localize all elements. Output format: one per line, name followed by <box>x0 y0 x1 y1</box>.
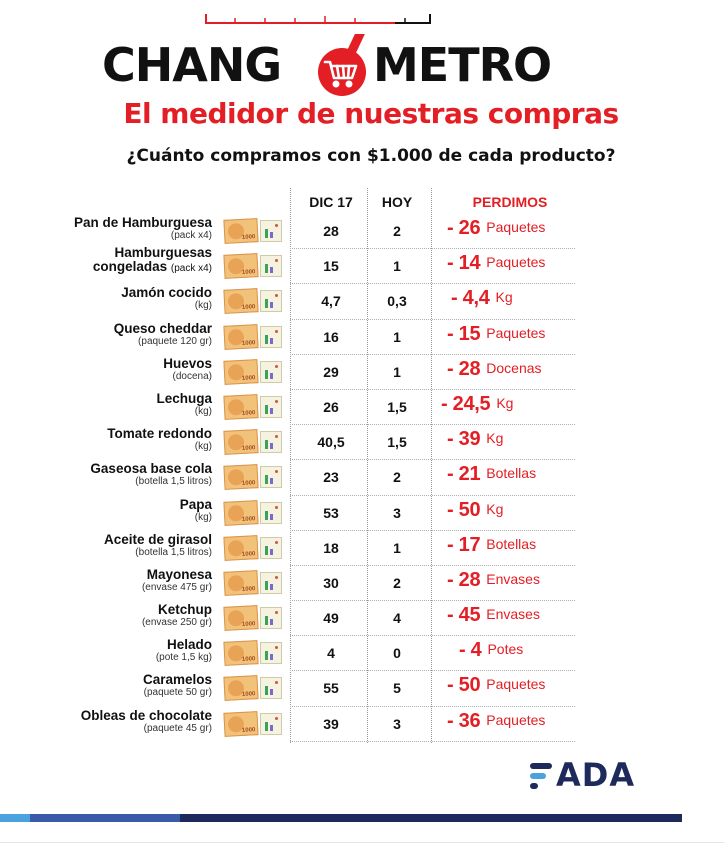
changometro-logo <box>0 34 724 94</box>
value-hoy: 3 <box>393 715 401 732</box>
product-name: Hamburguesas congeladas (pack x4) <box>92 245 212 275</box>
value-dic17: 28 <box>323 223 339 239</box>
value-dic17: 26 <box>323 398 339 415</box>
product-unit: (kg) <box>194 300 212 312</box>
value-hoy: 0 <box>393 645 401 662</box>
value-hoy: 1 <box>393 363 401 380</box>
value-dic17: 18 <box>323 539 339 556</box>
loss-amount: - 17 <box>447 533 481 556</box>
product-unit: (kg) <box>194 441 212 453</box>
product-unit: (paquete 45 gr) <box>143 722 212 734</box>
value-dic17: 53 <box>323 504 339 521</box>
value-hoy: 2 <box>393 223 401 239</box>
value-dic17: 40,5 <box>317 434 345 451</box>
value-hoy: 0,3 <box>387 293 407 310</box>
receipt-icon <box>260 290 282 312</box>
loss-value <box>447 323 545 346</box>
loss-unit: Kg <box>486 500 504 517</box>
value-dic17: 39 <box>323 715 339 732</box>
banknote-1000-icon: 1000 <box>224 604 284 632</box>
ruler-graphic <box>205 14 431 24</box>
table-row <box>0 355 724 390</box>
loss-value <box>447 463 536 486</box>
loss-amount: - 4,4 <box>451 287 490 310</box>
value-hoy: 2 <box>393 469 401 486</box>
loss-unit: Kg <box>495 289 513 306</box>
product-name: Lechuga <box>156 390 212 406</box>
product-name: Obleas de chocolate <box>80 707 212 723</box>
table-row <box>0 460 724 495</box>
loss-amount: - 26 <box>447 217 481 239</box>
loss-unit: Paquetes <box>486 676 546 693</box>
table-row <box>0 320 724 355</box>
loss-unit: Paquetes <box>486 219 546 235</box>
receipt-icon <box>260 677 282 699</box>
question-heading: ¿Cuánto compramos con $1.000 de cada producto? <box>126 146 616 166</box>
receipt-icon <box>260 713 282 735</box>
receipt-icon <box>260 642 282 664</box>
loss-amount: - 28 <box>447 357 481 380</box>
column-header-dic17: DIC 17 <box>309 194 353 210</box>
cart-gauge-icon <box>312 34 378 98</box>
loss-unit: Paquetes <box>486 254 546 271</box>
loss-amount: - 4 <box>459 639 482 662</box>
product-name: Gaseosa base cola <box>90 461 212 477</box>
value-hoy: 3 <box>393 504 401 521</box>
value-dic17: 4 <box>327 645 335 662</box>
value-dic17: 16 <box>323 328 339 345</box>
receipt-icon <box>260 431 282 453</box>
value-dic17: 29 <box>323 363 339 380</box>
loss-amount: - 45 <box>447 604 481 627</box>
value-dic17: 55 <box>323 680 339 697</box>
banknote-1000-icon: 1000 <box>224 639 284 667</box>
value-dic17: 4,7 <box>321 293 341 310</box>
banknote-1000-icon: 1000 <box>224 534 284 562</box>
value-hoy: 1 <box>393 539 401 556</box>
logo-text-right: METRO <box>373 38 552 92</box>
product-name: Jamón cocido <box>121 285 212 301</box>
value-dic17: 30 <box>323 574 339 591</box>
loss-amount: - 24,5 <box>441 392 491 415</box>
subtitle: El medidor de nuestras compras <box>123 97 619 130</box>
product-unit: (botella 1,5 litros) <box>135 546 212 558</box>
receipt-icon <box>260 537 282 559</box>
receipt-icon <box>260 502 282 524</box>
table-row <box>0 601 724 636</box>
banknote-1000-icon: 1000 <box>224 428 284 456</box>
banknote-1000-icon: 1000 <box>224 252 284 280</box>
banknote-1000-icon: 1000 <box>224 569 284 597</box>
loss-value <box>447 604 540 627</box>
loss-unit: Botellas <box>486 465 537 482</box>
receipt-icon <box>260 361 282 383</box>
value-hoy: 1 <box>393 258 401 275</box>
product-unit: (paquete 120 gr) <box>138 335 212 347</box>
table-row <box>0 284 724 319</box>
loss-value <box>447 428 503 451</box>
value-hoy: 1,5 <box>387 398 407 415</box>
loss-amount: - 15 <box>447 322 481 345</box>
product-name: Caramelos <box>142 672 212 688</box>
loss-amount: - 28 <box>447 568 481 591</box>
table-row <box>0 390 724 425</box>
loss-unit: Potes <box>487 641 524 658</box>
table-row <box>0 425 724 460</box>
value-hoy: 1,5 <box>387 434 407 451</box>
value-hoy: 2 <box>393 574 401 591</box>
value-dic17: 49 <box>323 610 339 627</box>
loss-value <box>447 569 540 592</box>
table-row <box>0 707 724 742</box>
receipt-icon <box>260 466 282 488</box>
product-unit: (kg) <box>194 511 212 523</box>
receipt-icon <box>260 220 282 242</box>
receipt-icon <box>260 607 282 629</box>
loss-unit: Kg <box>486 430 504 447</box>
product-unit: (botella 1,5 litros) <box>135 476 212 488</box>
banknote-1000-icon: 1000 <box>224 463 284 491</box>
loss-unit: Paquetes <box>486 324 546 341</box>
banknote-1000-icon: 1000 <box>224 287 284 315</box>
product-unit: (kg) <box>194 405 212 417</box>
product-name: Mayonesa <box>146 566 212 582</box>
product-unit: (pote 1,5 kg) <box>155 652 212 664</box>
product-name: Aceite de girasol <box>103 531 212 547</box>
fada-logo-icon <box>530 763 552 789</box>
receipt-icon <box>260 572 282 594</box>
loss-amount: - 50 <box>447 498 481 521</box>
loss-unit: Kg <box>496 394 514 411</box>
product-name: Huevos <box>163 355 212 371</box>
loss-unit: Docenas <box>486 359 542 376</box>
product-unit: (envase 250 gr) <box>141 617 212 629</box>
loss-value <box>451 287 513 310</box>
column-header-hoy: HOY <box>381 194 413 210</box>
value-hoy: 5 <box>393 680 401 697</box>
loss-value <box>447 674 545 697</box>
loss-value <box>447 358 542 381</box>
receipt-icon <box>260 326 282 348</box>
table-row <box>0 531 724 566</box>
column-header-perdimos: PERDIMOS <box>472 194 548 210</box>
receipt-icon <box>260 255 282 277</box>
product-unit: (paquete 50 gr) <box>143 687 212 699</box>
banknote-1000-icon: 1000 <box>224 323 284 351</box>
product-unit: (pack x4) <box>170 263 212 275</box>
loss-unit: Botellas <box>486 535 537 552</box>
loss-amount: - 36 <box>447 709 481 732</box>
loss-value <box>447 710 545 733</box>
product-name: Pan de Hamburguesa <box>73 215 212 230</box>
products-table <box>0 214 724 742</box>
banknote-1000-icon: 1000 <box>224 674 284 702</box>
loss-amount: - 39 <box>447 428 481 451</box>
table-row <box>0 214 724 249</box>
product-unit: (docena) <box>172 370 212 382</box>
table-row <box>0 636 724 671</box>
row-divider <box>290 741 575 742</box>
loss-value <box>447 499 503 522</box>
value-dic17: 23 <box>323 469 339 486</box>
table-row <box>0 496 724 531</box>
value-dic17: 15 <box>323 258 339 275</box>
loss-value <box>447 252 545 275</box>
loss-amount: - 50 <box>447 674 481 697</box>
table-row <box>0 245 724 284</box>
fada-logo-text: ADA <box>556 756 636 794</box>
table-row <box>0 671 724 706</box>
loss-value <box>447 217 545 240</box>
logo-text-left: CHANG <box>102 38 282 92</box>
value-hoy: 4 <box>393 610 401 627</box>
banknote-1000-icon: 1000 <box>224 710 284 738</box>
banknote-1000-icon: 1000 <box>224 499 284 527</box>
value-hoy: 1 <box>393 328 401 345</box>
loss-value <box>441 393 513 416</box>
product-name: Tomate redondo <box>107 426 212 442</box>
product-name: Helado <box>166 637 212 653</box>
table-row <box>0 566 724 601</box>
bottom-divider <box>0 842 724 843</box>
loss-value <box>447 534 536 557</box>
loss-unit: Envases <box>486 606 540 623</box>
banknote-1000-icon: 1000 <box>224 358 284 386</box>
banknote-1000-icon: 1000 <box>224 217 284 245</box>
banknote-1000-icon: 1000 <box>224 393 284 421</box>
loss-unit: Paquetes <box>486 711 546 728</box>
product-unit: (pack x4) <box>170 230 212 241</box>
loss-amount: - 21 <box>447 463 481 486</box>
loss-value <box>459 639 523 662</box>
loss-unit: Envases <box>486 570 540 587</box>
receipt-icon <box>260 396 282 418</box>
product-name: Ketchup <box>158 602 212 618</box>
loss-amount: - 14 <box>447 252 481 275</box>
product-name: Queso cheddar <box>113 320 212 336</box>
footer-bar <box>0 814 682 822</box>
product-name: Papa <box>179 496 212 512</box>
product-unit: (envase 475 gr) <box>141 581 212 593</box>
